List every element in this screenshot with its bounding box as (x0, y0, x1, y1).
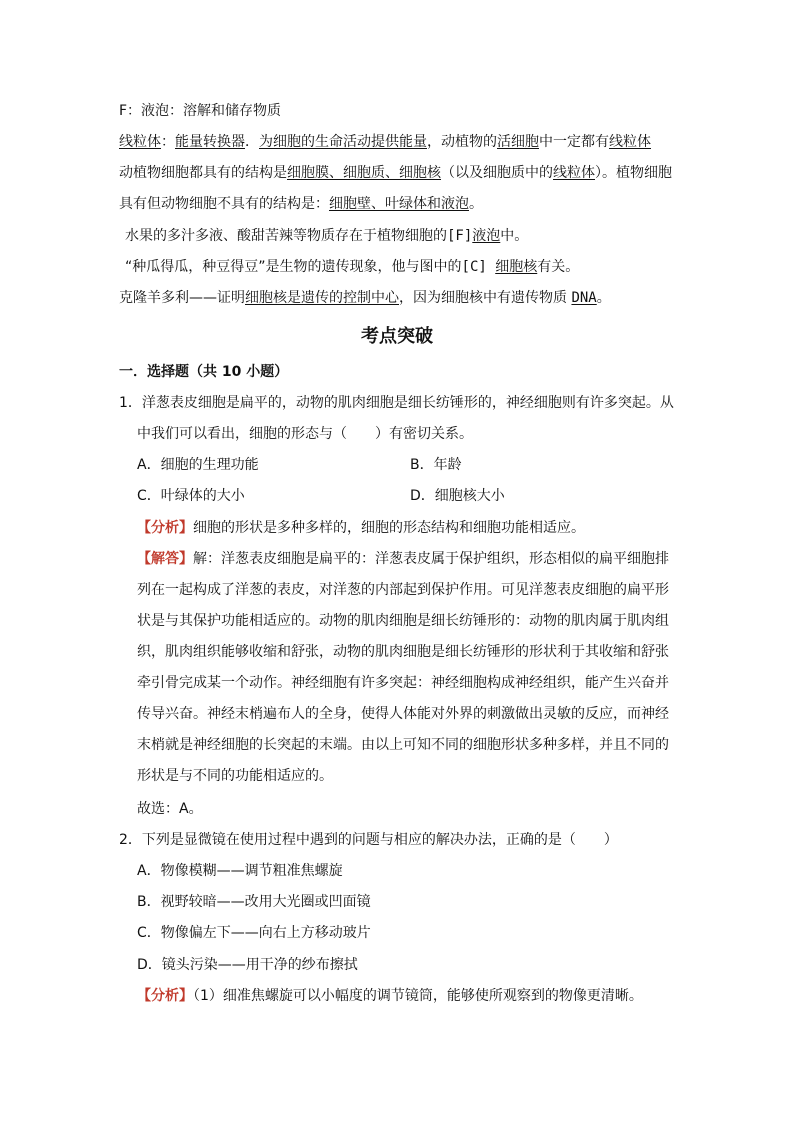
summary-clone-line: 克隆羊多利——证明细胞核是遗传的控制中心，因为细胞核中有遗传物质 DNA。 (119, 290, 611, 306)
q1-answer-line-6: 传导兴奋。神经末梢遍布人的全身，使得人体能对外界的刺激做出灵敏的反应，而神经 (137, 706, 669, 722)
q1-option-d: D．细胞核大小 (410, 488, 505, 504)
analysis-tag: 【分析】 (137, 988, 193, 1004)
q1-answer-line-8: 形状是与不同的功能相适应的。 (137, 768, 333, 784)
q1-answer-line-4: 织，肌肉组织能够收缩和舒张，动物的肌肉细胞是细长纺锤形的形状利于其收缩和舒张 (137, 644, 669, 660)
q1-answer-line-2: 列在一起构成了洋葱的表皮，对洋葱的内部起到保护作用。可见洋葱表皮细胞的扁平形 (137, 582, 669, 598)
q2-stem: 2．下列是显微镜在使用过程中遇到的问题与相应的解决办法，正确的是（ ） (119, 832, 618, 848)
analysis-tag: 【分析】 (137, 520, 193, 536)
q1-option-b: B．年龄 (410, 457, 462, 473)
summary-f-line: F：液泡：溶解和储存物质 (119, 103, 282, 119)
q1-answer-line-1: 【解答】解：洋葱表皮细胞是扁平的：洋葱表皮属于保护组织，形态相似的扁平细胞排 (137, 551, 669, 567)
q1-choice: 故选：A。 (137, 801, 203, 817)
section-title: 考点突破 (361, 326, 433, 347)
q1-answer-line-5: 牵引骨完成某一个动作。神经细胞有许多突起：神经细胞构成神经组织，能产生兴奋并 (137, 675, 669, 691)
q2-option-a: A．物像模糊——调节粗准焦螺旋 (137, 863, 343, 879)
q1-stem-line-1: 1．洋葱表皮细胞是扁平的，动物的肌肉细胞是细长纺锤形的，神经细胞则有许多突起。从 (119, 395, 674, 411)
q2-option-b: B．视野较暗——改用大光圈或凹面镜 (137, 894, 371, 910)
summary-mitochondria-line: 线粒体：能量转换器．为细胞的生命活动提供能量，动植物的活细胞中一定都有线粒体 (119, 134, 651, 150)
summary-common-structures-line: 动植物细胞都具有的结构是细胞膜、细胞质、细胞核（以及细胞质中的线粒体）。植物细胞 (119, 165, 672, 181)
q1-option-a: A．细胞的生理功能 (137, 457, 259, 473)
q1-option-c: C．叶绿体的大小 (137, 488, 245, 504)
q1-answer-line-7: 末梢就是神经细胞的长突起的末端。由以上可知不同的细胞形状多种多样，并且不同的 (137, 737, 669, 753)
q2-option-d: D．镜头污染——用干净的纱布擦拭 (137, 957, 358, 973)
q1-analysis: 【分析】细胞的形状是多种多样的，细胞的形态结构和细胞功能相适应。 (137, 520, 585, 536)
q2-option-c: C．物像偏左下——向右上方移动玻片 (137, 925, 371, 941)
q2-analysis: 【分析】（1）细准焦螺旋可以小幅度的调节镜筒，能够使所观察到的物像更清晰。 (137, 988, 643, 1004)
summary-fruit-line: 水果的多汁多液、酸甜苦辣等物质存在于植物细胞的[F]液泡中。 (125, 228, 529, 244)
summary-plant-only-line: 具有但动物细胞不具有的结构是：细胞壁、叶绿体和液泡。 (119, 196, 483, 212)
q1-stem-line-2: 中我们可以看出，细胞的形态与（ ）有密切关系。 (137, 426, 473, 442)
part-heading: 一．选择题（共 10 小题） (119, 364, 289, 380)
q1-answer-line-3: 状是与其保护功能相适应的。动物的肌肉细胞是细长纺锤形的：动物的肌肉属于肌肉组 (137, 613, 669, 629)
answer-tag: 【解答】 (137, 551, 193, 567)
summary-heredity-line: “种瓜得瓜，种豆得豆”是生物的遗传现象，他与图中的[C] 细胞核有关。 (125, 259, 580, 275)
